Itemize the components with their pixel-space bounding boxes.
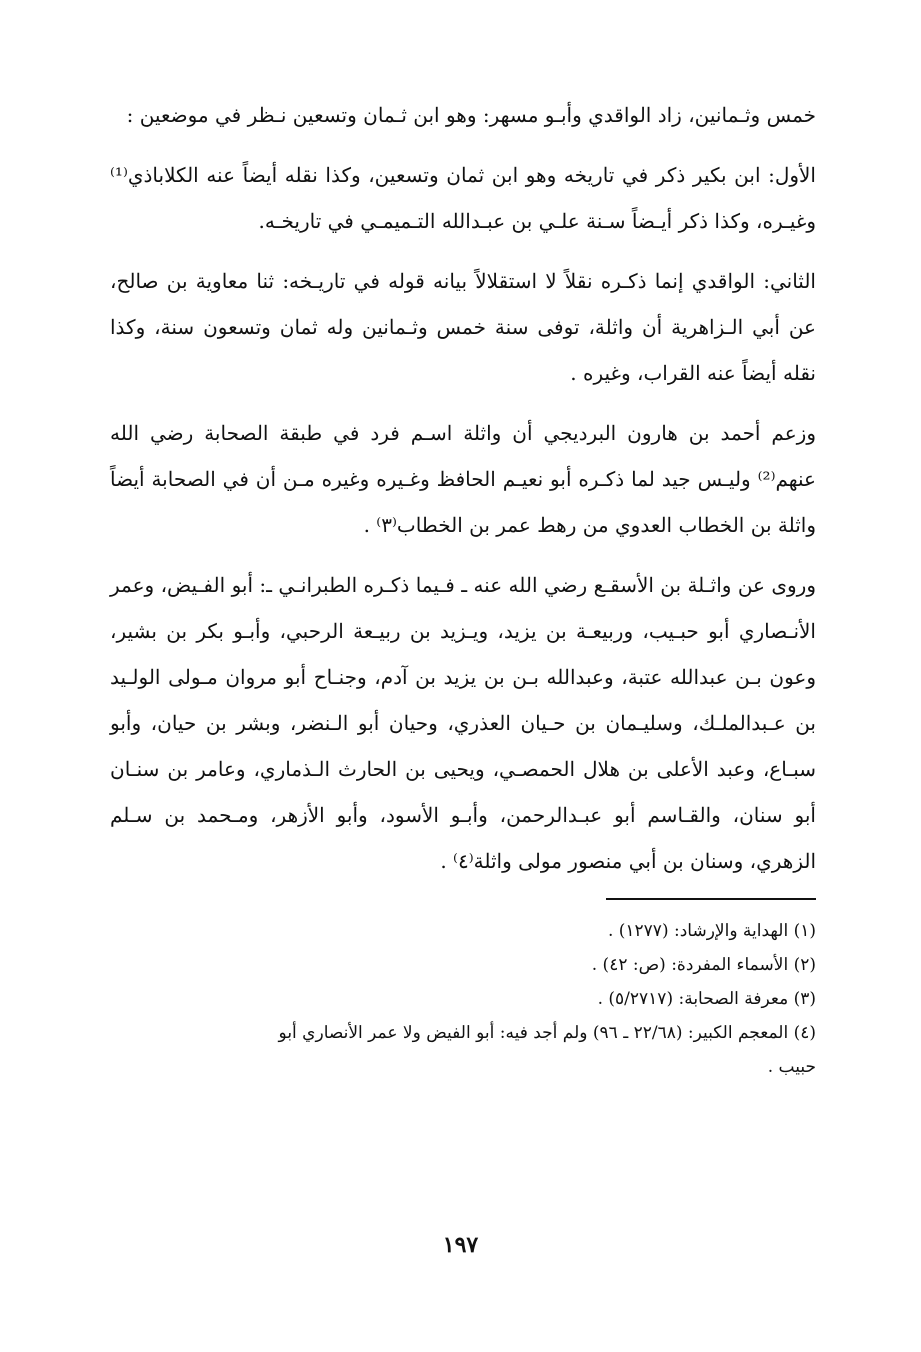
footnote-2: (٢) الأسماء المفردة: (ص: ٤٢) . xyxy=(591,955,816,975)
page-number: ١٩٧ xyxy=(442,1232,479,1258)
paragraph-2: الأول: ابن بكير ذكر في تاريخه وهو ابن ثمان وتسعين، وكذا نقله أيضاً عنه الكلاباذي⁽¹⁾ وغيـره، وكذا ذكر أيـضاً سـنة علـي بن عبـدالله التـميمـي في تاريخـه. xyxy=(110,163,816,233)
footnote-3: (٣) معرفة الصحابة: (٥/٢٧١٧) . xyxy=(597,989,816,1009)
footnote-1: (١) الهداية والإرشاد: (١٢٧٧) . xyxy=(607,921,816,941)
paragraph-1: خمس وثـمانين، زاد الواقدي وأبـو مسهر: وهو ابن ثـمان وتسعين نـظر في موضعين : xyxy=(126,103,816,127)
footnote-4: (٤) المعجم الكبير: (٢٢/٦٨ ـ ٩٦) ولم أجد فيه: أبو الفيض ولا عمر الأنصاري أبو xyxy=(278,1023,816,1043)
footnote-divider xyxy=(606,898,816,900)
paragraph-5: وروى عن واثـلة بن الأسقـع رضي الله عنه ـ فـيما ذكـره الطبرانـي ـ: أبو الفـيض، وعمر الأنـصاري أبو حبـيب، وربيعـة بن يزيد، ويـزيد بن ربيـعة الرحبي، وأبـو بكر بن بشير، وعون بـن عبدالله عتبة، وعبدالله بـن بن يزيد بن آدم، وجنـاح أبو مروان مـولى الولـيد بن عـبدالملـك، وسليـمان بن حـيان العذري، وحيان أبو الـنضر، وبشر بن حيان، وأبو سبـاع، وعبد الأعلى بن هلال الحمصـي، ويحيى بن الحارث الـذماري، وعامر بن سنـان أبو سنان، والقـاسم أبو عبـدالرحمن، وأبـو الأسود، وأبو الأزهر، ومـحمد بن سـلم الزهري، وسنان بن أبي منصور مولى واثلة⁽٤⁾ . xyxy=(110,573,816,873)
footnotes xyxy=(110,914,816,1084)
page-body xyxy=(110,92,816,1084)
paragraph-4: وزعم أحمد بن هارون البرديجي أن واثلة اسـم فرد في طبقة الصحابة رضي الله عنهم⁽²⁾ وليـس جيد لما ذكـره أبو نعيـم الحافظ وغـيره وغيره مـن أن في الصحابة أيضاً واثلة بن الخطاب العدوي من رهط عمر بن الخطاب⁽٣⁾ . xyxy=(110,421,816,537)
footnote-4-continuation: حبيب . xyxy=(767,1057,816,1077)
paragraph-3: الثاني: الواقدي إنما ذكـره نقلاً لا استقلالاً بيانه قوله في تاريـخه: ثنا معاوية بن صالح، عن أبي الـزاهرية أن واثلة، توفى سنة خمس وثـمانين وله ثمان وتسعون سنة، وكذا نقله أيضاً عنه القراب، وغيره . xyxy=(110,269,816,385)
